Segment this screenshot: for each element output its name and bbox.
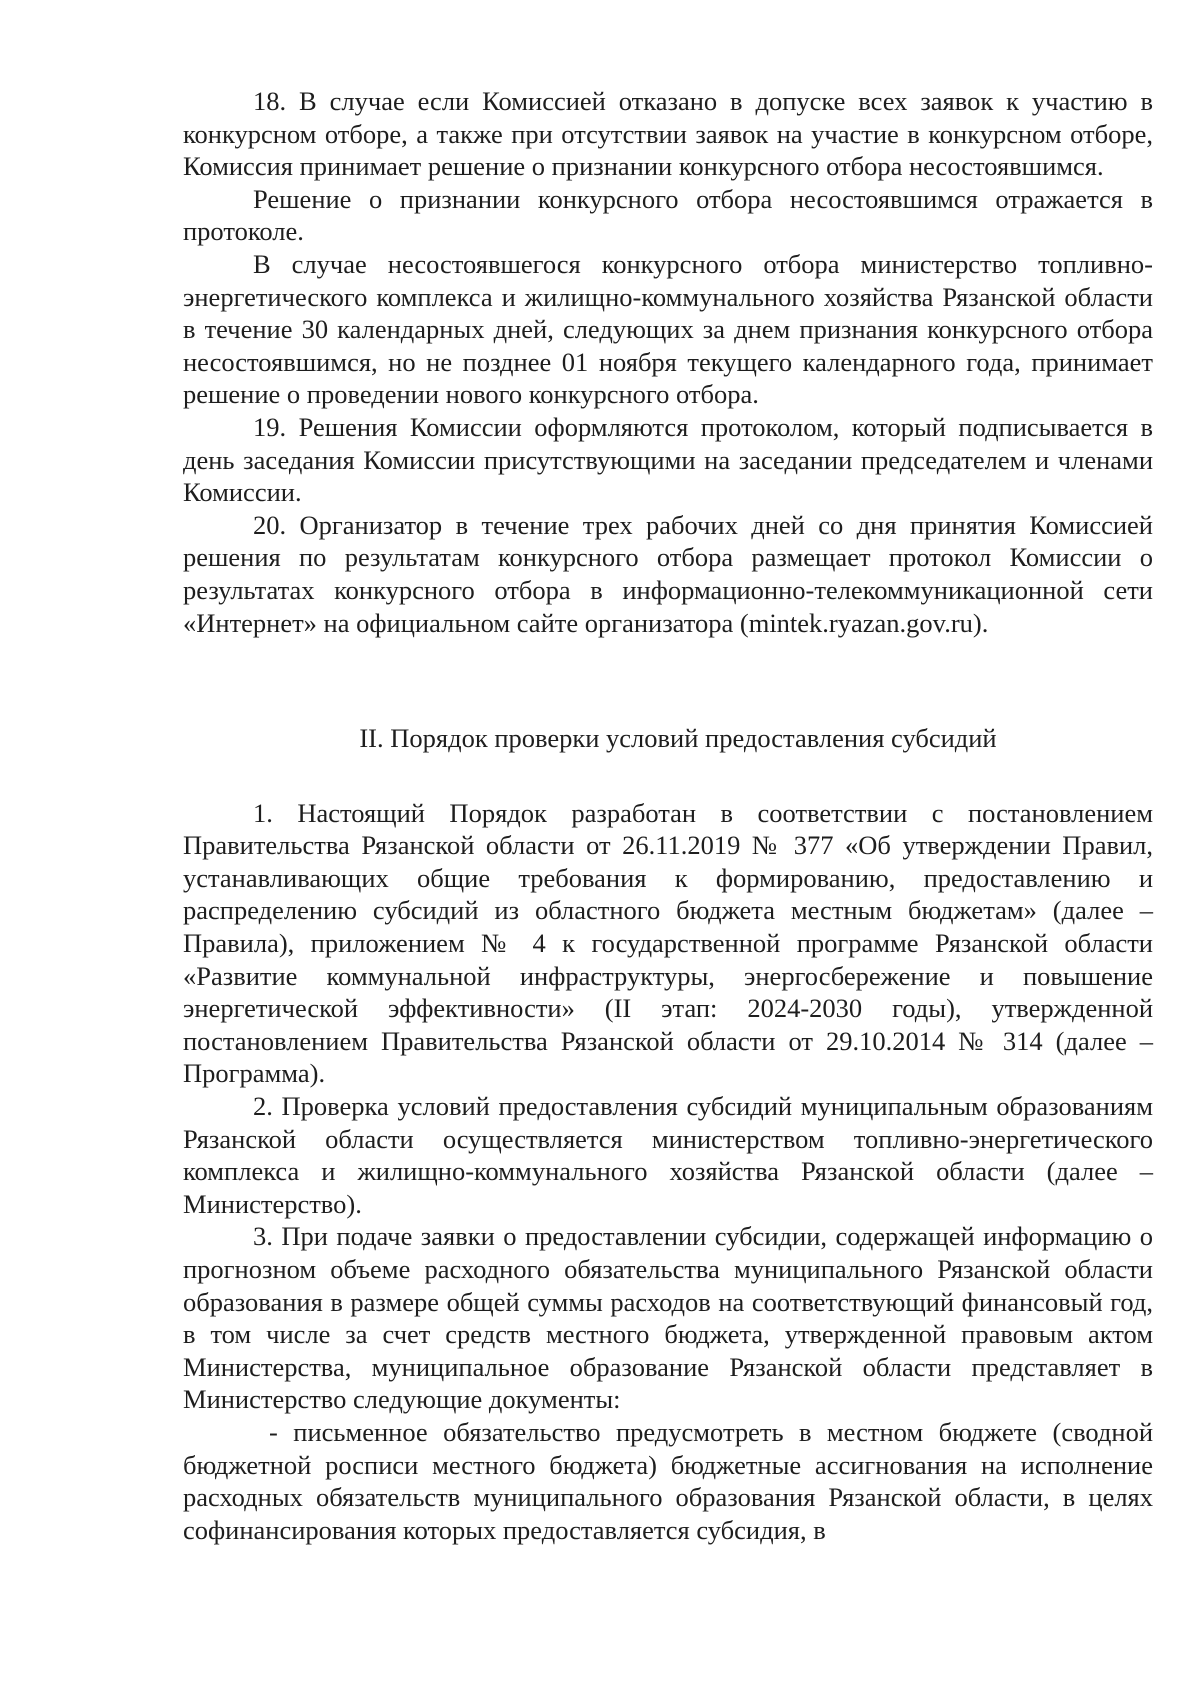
paragraph-19: 19. Решения Комиссии оформляются протоколом, который подписывается в день заседания Комиссии присутствующими на заседании председателем и членами Комиссии. (183, 411, 1153, 508)
paragraph-20: 20. Организатор в течение трех рабочих дней со дня принятия Комиссией решения по результатам конкурсного отбора размещает протокол Комиссии о результатах конкурсного отбора в информационно-телекоммуникационной сети «Интернет» на официальном сайте организатора (mintek.ryazan.gov.ru). (183, 509, 1153, 638)
section-heading: II. Порядок проверки условий предоставления субсидий (359, 723, 997, 754)
paragraph-3: 3. При подаче заявки о предоставлении субсидии, содержащей информацию о прогнозном объеме расходного обязательства муниципального Рязанской области образования в размере общей суммы расходов на соответствующий финансовый год, в том числе за счет средств местного бюджета, утвержденной правовым актом Министерства, муниципальное образование Рязанской области представляет в Министерство следующие документы: (183, 1221, 1153, 1415)
paragraph-new-selection: В случае несостоявшегося конкурсного отбора министерство топливно-энергетического комплекса и жилищно-коммунального хозяйства Рязанской области в течение 30 календарных дней, следующих за днем признания конкурсного отбора несостоявшимся, но не позднее 01 ноября текущего календарного года, принимает решение о проведении нового конкурсного отбора. (183, 248, 1153, 410)
paragraph-1: 1. Настоящий Порядок разработан в соответствии с постановлением Правительства Рязанской области от 26.11.2019 № 377 «Об утверждении Правил, устанавливающих общие требования к формированию, предоставлению и распределению субсидий из областного бюджета местным бюджетам» (далее – Правила), приложением № 4 к государственной программе Рязанской области «Развитие коммунальной инфраструктуры, энергосбережение и повышение энергетической эффективности» (II этап: 2024-2030 годы), утвержденной постановлением Правительства Рязанской области от 29.10.2014 № 314 (далее – Программа). (183, 797, 1153, 1089)
paragraph-decision-protocol: Решение о признании конкурсного отбора несостоявшимся отражается в протоколе. (183, 183, 1153, 247)
paragraph-18: 18. В случае если Комиссией отказано в допуске всех заявок к участию в конкурсном отборе, а также при отсутствии заявок на участие в конкурсном отборе, Комиссия принимает решение о признании конкурсного отбора несостоявшимся. (183, 86, 1153, 182)
paragraph-2: 2. Проверка условий предоставления субсидий муниципальным образованиям Рязанской области осуществляется министерством топливно-энергетического комплекса и жилищно-коммунального хозяйства Рязанской области (далее – Министерство). (183, 1091, 1153, 1219)
document-body (183, 85, 1153, 1546)
dash-list-item: - письменное обязательство предусмотреть в местном бюджете (сводной бюджетной росписи местного бюджета) бюджетные ассигнования на исполнение расходных обязательств муниципального образования Рязанской области, в целях софинансирования которых предоставляется субсидия, в (183, 1416, 1153, 1545)
